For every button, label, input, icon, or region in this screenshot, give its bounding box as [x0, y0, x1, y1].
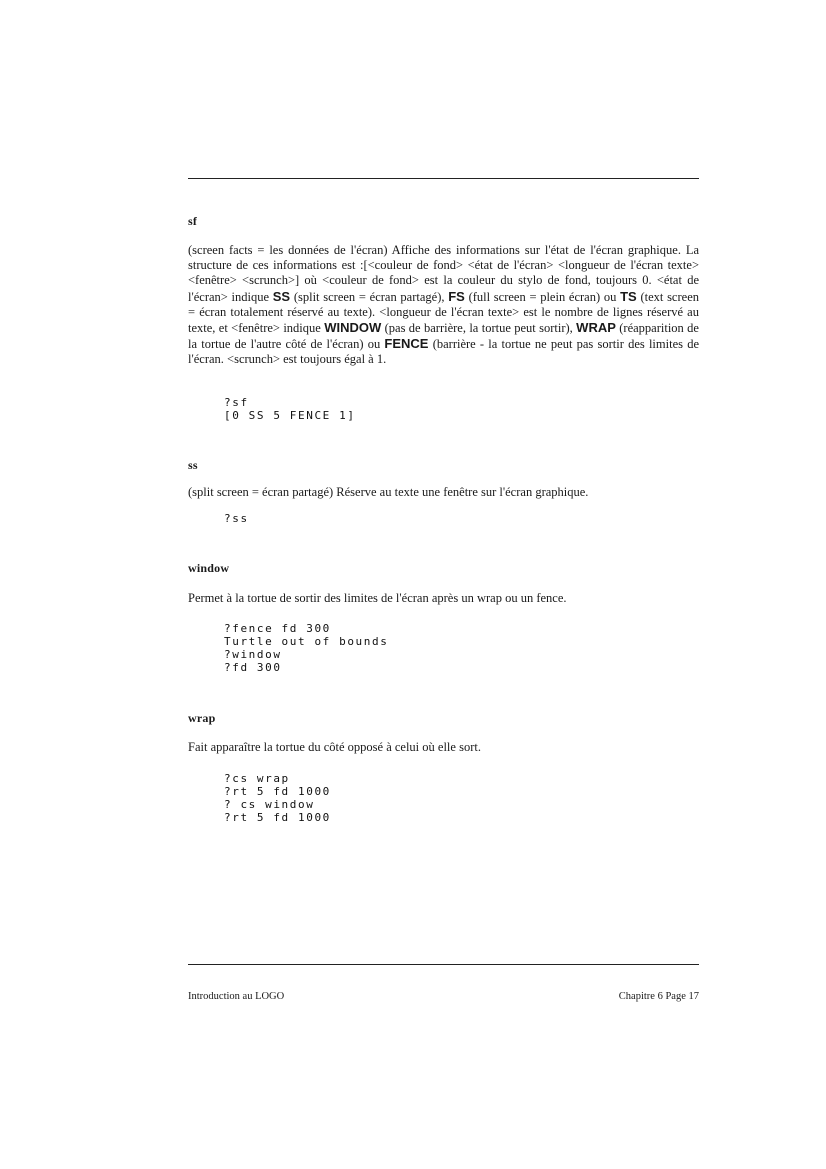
sf-text-5: (pas de barrière, la tortue peut sortir),: [381, 321, 577, 336]
footer-book-title: Introduction au LOGO: [188, 991, 285, 1002]
heading-window: window: [188, 561, 230, 575]
keyword-fs: FS: [448, 288, 465, 304]
sf-text-3: (full screen = plein écran) ou: [464, 289, 621, 304]
heading-sf: sf: [188, 214, 198, 228]
bottom-rule: [188, 964, 699, 965]
keyword-window: WINDOW: [324, 320, 382, 336]
paragraph-wrap: Fait apparaître la tortue du côté opposé à celui où elle sort.: [188, 740, 481, 754]
keyword-ss: SS: [272, 288, 291, 304]
code-example-sf: ?sf [0 SS 5 FENCE 1]: [224, 396, 356, 422]
code-example-window: ?fence fd 300 Turtle out of bounds ?window ?fd 300: [224, 622, 389, 674]
keyword-wrap: WRAP: [576, 320, 616, 336]
heading-ss: ss: [188, 458, 198, 472]
sf-text-4: (text screen = écran totalement réservé au texte). <longueur de l'écran texte> est le nombre de lignes réservé au texte, et <fenêtre> indique: [188, 289, 699, 336]
paragraph-ss: (split screen = écran partagé) Réserve au texte une fenêtre sur l'écran graphique.: [188, 485, 589, 499]
keyword-fence: FENCE: [384, 336, 429, 352]
sf-text-2: (split screen = écran partagé),: [290, 289, 449, 304]
code-example-wrap: ?cs wrap ?rt 5 fd 1000 ? cs window ?rt 5 fd 1000: [224, 772, 331, 824]
sf-text-1: (screen facts = les données de l'écran) Affiche des informations sur l'état de l'écran graphique. La structure de ces informations est :[<couleur de fond> <état de l'écran> <longueur de l'écran texte> <fenêtre> <scrunch>] où <couleur de fond> est la couleur du stylo de fond, toujours 0. <état de l'écran> indique: [188, 243, 699, 304]
paragraph-sf: [188, 243, 699, 368]
sf-text-6: (réapparition de la tortue de l'autre côté de l'écran) ou: [188, 321, 699, 352]
keyword-ts: TS: [620, 288, 637, 304]
paragraph-window: Permet à la tortue de sortir des limites de l'écran après un wrap ou un fence.: [188, 591, 567, 605]
sf-text-7: (barrière - la tortue ne peut pas sortir des limites de l'écran. <scrunch> est toujours égal à 1.: [188, 337, 699, 367]
heading-wrap: wrap: [188, 711, 216, 725]
code-example-ss: ?ss: [224, 512, 249, 525]
footer-page-number: Chapitre 6 Page 17: [618, 991, 699, 1002]
top-rule: [188, 178, 699, 179]
